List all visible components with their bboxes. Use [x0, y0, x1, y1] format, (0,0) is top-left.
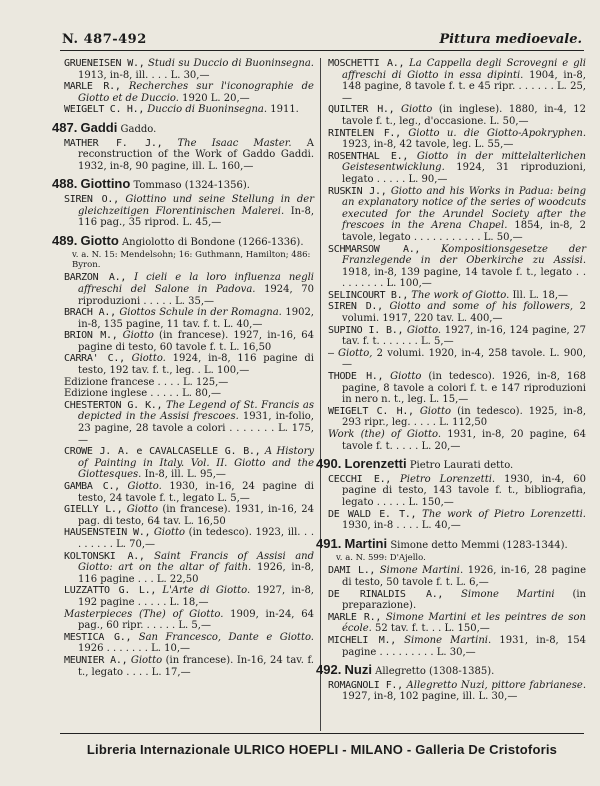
- book-title: Giotto.: [131, 353, 166, 365]
- artist-name: Giottino: [80, 176, 131, 192]
- artist-detail: Gaddo.: [120, 123, 157, 135]
- book-entry: [328, 679, 586, 703]
- book-details: 1854, in-8, 2 tavole, legato . . . . . . . . . . . L. 50,—: [342, 220, 586, 243]
- book-entry: [64, 527, 314, 550]
- book-entry: [64, 504, 314, 527]
- artist-name: Gaddi: [80, 119, 118, 135]
- book-entry: [64, 654, 314, 678]
- book-details: 1930, in-8 . . . . L. 40,—: [342, 520, 461, 532]
- book-author: BRION M.,: [64, 330, 118, 342]
- artist-name: Giotto: [80, 232, 119, 248]
- book-entry: [64, 58, 314, 81]
- section-number: 491.: [316, 535, 342, 551]
- book-details: 1923, in-8, 42 tavole, leg. L. 55,—: [342, 139, 514, 151]
- column-divider: [320, 58, 321, 731]
- book-author: DE WALD E. T.,: [328, 508, 417, 520]
- book-author: MOSCHETTI A.,: [328, 58, 405, 69]
- book-title: Recherches sur l'iconographie de Giotto et de Duccio.: [78, 81, 314, 104]
- book-entry: [328, 429, 586, 452]
- book-title: Giotto: [419, 405, 452, 417]
- artist-detail: Simone detto Memmi (1283-1344).: [390, 539, 568, 551]
- book-entry: [328, 324, 586, 348]
- book-details: 1924, 31 riproduzioni, legato . . . . . L. 90,—: [342, 162, 586, 185]
- book-entry: [328, 243, 586, 290]
- book-title: Simone Martini: [461, 588, 555, 600]
- book-title: Giotto: [400, 104, 433, 116]
- book-entry: [64, 446, 314, 481]
- book-details: 1927, in-8, 192 pagine . . . . . L. 18,—: [78, 585, 314, 608]
- artist-heading: [316, 458, 586, 472]
- artist-name: Martini: [344, 535, 388, 551]
- left-column: [52, 58, 315, 678]
- artist-heading: [52, 232, 314, 249]
- book-entry: [64, 353, 314, 377]
- book-author: WEIGELT C. H.,: [328, 405, 414, 417]
- book-author: RINTELEN F.,: [328, 127, 401, 139]
- book-details: 1931, in-8, 154 pagine . . . . . . . . . L. 30,—: [342, 634, 586, 658]
- book-details: 1930, in-4, 60 pagine di testo, 143 tavole f. t., bibliografia, legato . . . . . L. 150,—: [342, 473, 586, 508]
- book-entry: [64, 137, 315, 173]
- book-title: L'Arte di Giotto.: [162, 585, 251, 597]
- book-details: 1926, in-8, 116 pagine . . . L. 22,50: [78, 562, 314, 585]
- book-author: MESTICA G.,: [64, 631, 132, 643]
- book-title: A History of Painting in Italy. Vol. II. Giotto and the Giottesques.: [78, 446, 314, 481]
- artist-heading: [316, 664, 586, 678]
- book-entry: [64, 388, 314, 400]
- book-title: Studi su Duccio di Buoninsegna.: [147, 58, 314, 69]
- book-author: SCHMARSOW A.,: [328, 243, 421, 255]
- book-author: RUSKIN J.,: [328, 185, 387, 197]
- book-entry: [328, 347, 586, 371]
- book-author: GAMBA C.,: [64, 481, 120, 492]
- book-author: QUILTER H.,: [328, 104, 395, 116]
- book-details: 1918, in-8, 139 pagine, 14 tavole f. t., legato . . . . . . . . . L. 100,—: [342, 266, 586, 290]
- book-title: Pietro Lorenzetti.: [400, 473, 496, 485]
- book-title: Giotto: [126, 504, 158, 516]
- book-entry: [64, 330, 314, 353]
- book-details: Ill. L. 18,—: [512, 289, 569, 301]
- book-title: Giotto,: [337, 347, 373, 359]
- book-title: Giottino und seine Stellung in der gleichzeitigen Florentinischen Malerei.: [78, 193, 314, 217]
- book-details: (in francese). In-16, 24 tav. f. t., legato . . . . L. 17,—: [78, 654, 314, 678]
- book-author: CROWE J. A. e CAVALCASELLE G. B.,: [64, 446, 261, 458]
- book-entry: [328, 185, 586, 244]
- book-details: (in francese). 1927, in-16, 64 pagine di testo, 60 tavole f. t. L. 16,50: [78, 330, 314, 353]
- book-entry: [328, 508, 586, 532]
- book-author: MATHER F. J.,: [64, 137, 163, 149]
- book-author: DAMI L.,: [328, 565, 376, 577]
- book-details: 1913, in-8, ill. . . . L. 30,—: [78, 69, 210, 81]
- book-title: The Legend of St. Francis as depicted in the Assisi frescoes.: [78, 399, 314, 423]
- book-entry: [328, 473, 586, 509]
- book-details: A reconstruction of the Work of Gaddo Gaddi. 1932, in-8, 90 pagine, ill. L. 160,—: [78, 137, 315, 172]
- book-entry: [64, 608, 314, 632]
- book-entry: [64, 585, 314, 608]
- book-title: Allegretto Nuzi, pittore fabrianese.: [406, 679, 586, 691]
- book-details: (in tedesco). 1925, in-8, 293 ripr., leg. . . . . L. 112,50: [342, 405, 586, 429]
- book-details: 1902, in-8, 135 pagine, 11 tav. f. t. L. 40,—: [78, 307, 314, 330]
- book-title: Giotto: [153, 527, 186, 539]
- book-details: 1909, in-24, 64 pag., 60 ripr. . . . . . L. 5,—: [78, 608, 314, 632]
- book-details: Edizione francese . . . . L. 125,—: [64, 376, 229, 388]
- cross-reference: v. a. N. 599: D'Ajello.: [336, 553, 426, 564]
- book-title: Giotto u. die Giotto-Apokryphen.: [408, 127, 586, 139]
- book-entry: [328, 611, 586, 635]
- book-entry: [328, 371, 586, 406]
- book-author: CARRA' C.,: [64, 353, 125, 365]
- book-author: BRACH A.,: [64, 307, 116, 319]
- book-title: Giotto in der mittelalterlichen Geistesentwicklung.: [342, 150, 586, 174]
- book-author: MEUNIER A.,: [64, 654, 128, 666]
- section-number: 487.: [52, 119, 78, 135]
- book-author: SUPINO I. B.,: [328, 324, 404, 336]
- book-entry: [64, 272, 314, 307]
- book-title: The Isaac Master.: [177, 137, 292, 149]
- book-details: 1911.: [270, 104, 299, 116]
- book-title: Simone Martini.: [379, 565, 464, 577]
- book-entry: [328, 150, 586, 186]
- book-details: 1926, in-16, 28 pagine di testo, 50 tavole f. t. L. 6,—: [342, 565, 586, 588]
- book-entry: [328, 127, 586, 151]
- book-author: MICHELI M.,: [328, 634, 396, 646]
- book-entry: [64, 550, 315, 586]
- book-details: 2 volumi. 1920, in-4, 258 tavole. L. 900,—: [342, 347, 586, 371]
- book-details: (in tedesco). 1923, ill. . . . . . . . . L. 70,—: [78, 527, 314, 550]
- book-details: 1931, in-8, 20 pagine, 64 tavole f. t. . . . . L. 20,—: [342, 429, 586, 452]
- section-number: 492.: [316, 662, 342, 678]
- book-entry: [328, 301, 586, 325]
- book-entry: [328, 565, 586, 588]
- book-author: ROMAGNOLI F.,: [328, 679, 403, 691]
- section-title: Pittura medioevale.: [439, 32, 582, 47]
- book-title: Masterpieces (The) of Giotto.: [64, 608, 224, 620]
- book-author: MARLE R.,: [64, 81, 121, 93]
- book-title: Work (the) of Giotto.: [328, 429, 442, 440]
- section-number: 490.: [316, 456, 342, 472]
- book-title: Giotto and his Works in Padua: being an explanatory notice of the series of woodcuts executed for the Arundel Society after the frescoes in the Arena Chapel.: [342, 185, 586, 232]
- book-title: Giotto: [130, 654, 163, 666]
- book-title: Duccio di Buoninsegna.: [147, 104, 268, 116]
- book-title: Saint Francis of Assisi and Giotto: art on the altar of faith.: [78, 550, 315, 574]
- book-details: 1924, in-8, 116 pagine di testo, 192 tav. f. t., leg. . L. 100,—: [78, 353, 314, 377]
- book-author: HAUSENSTEIN W.,: [64, 527, 151, 539]
- book-title: I cieli e la loro influenza negli affreschi del Salone in Padova.: [78, 272, 314, 295]
- artist-detail: Tommaso (1324-1356).: [133, 180, 250, 192]
- book-entry: [328, 588, 586, 612]
- book-title: Simone Martini.: [404, 634, 492, 646]
- book-details: 2 volumi. 1917, 220 tav. L. 400,—: [342, 301, 586, 325]
- book-details: 1927, in-8, 102 pagine, ill. L. 30,—: [342, 691, 518, 703]
- book-author: ROSENTHAL E.,: [328, 150, 409, 162]
- book-author: LUZZATTO G. L.,: [64, 585, 157, 597]
- book-author: SIREN D.,: [328, 301, 383, 313]
- artist-heading: [316, 535, 586, 552]
- book-details: 1926 . . . . . . . L. 10,—: [78, 643, 191, 655]
- book-entry: [64, 307, 314, 330]
- book-author: THODE H.,: [328, 371, 384, 383]
- artist-heading: [52, 178, 314, 192]
- header-rule: [60, 50, 584, 51]
- book-details: 1924, 70 riproduzioni . . . . . L. 35,—: [78, 283, 314, 307]
- artist-detail: Pietro Laurati detto.: [409, 460, 514, 472]
- book-entry: [328, 289, 586, 302]
- book-title: The work of Pietro Lorenzetti.: [422, 508, 586, 520]
- artist-name: Lorenzetti: [344, 456, 407, 472]
- page-range: N. 487-492: [62, 32, 147, 47]
- book-title: Simone Martini et les peintres de son école.: [342, 611, 586, 635]
- book-title: The work of Giotto.: [411, 289, 510, 301]
- right-column: [316, 58, 586, 703]
- book-entry: [328, 58, 586, 104]
- artist-detail: Allegretto (1308-1385).: [375, 666, 495, 678]
- book-entry: [64, 631, 314, 655]
- book-title: Kompositionsgesetze der Franzlegende in der Oberkirche zu Assisi.: [342, 243, 586, 267]
- book-entry: [328, 104, 586, 127]
- book-details: (in francese). 1931, in-16, 24 pag. di testo, 64 tav. L. 16,50: [78, 504, 314, 527]
- book-author: GIELLY L.,: [64, 504, 123, 516]
- book-author: KOLTONSKI A.,: [64, 550, 145, 562]
- book-author: CHESTERTON G. K.,: [64, 399, 163, 411]
- book-details: 1931, in-folio, 23 pagine, 28 tavole a colori . . . . . . . L. 175,—: [78, 411, 314, 446]
- book-title: Giottos Schule in der Romagna.: [119, 307, 282, 319]
- book-entry: [64, 104, 314, 116]
- artist-heading: [52, 119, 314, 136]
- book-details: Edizione inglese . . . . . L. 80,—: [64, 388, 221, 400]
- cross-reference: v. a. N. 15: Mendelsohn; 16: Guthmann, Hamilton; 486: Byron.: [72, 250, 311, 271]
- book-author: MARLE R.,: [328, 611, 382, 623]
- book-entry: [328, 405, 586, 429]
- book-details: (in preparazione).: [342, 588, 586, 612]
- book-details: 1904, in-8, 148 pagine, 8 tavole f. t. e 45 ripr. . . . . . . L. 25,—: [342, 69, 586, 104]
- artist-detail: Angiolotto di Bondone (1266-1336).: [121, 236, 304, 248]
- book-author: BARZON A.,: [64, 272, 127, 284]
- section-number: 488.: [52, 176, 78, 192]
- book-details: (in inglese). 1880, in-4, 12 tavole f. t., leg., d'occasione. L. 50,—: [342, 104, 586, 127]
- section-number: 489.: [52, 232, 78, 248]
- book-author: WEIGELT C. H.,: [64, 104, 145, 116]
- book-author: —: [328, 347, 334, 359]
- book-entry: [64, 193, 314, 229]
- book-entry: [64, 376, 314, 389]
- footer-rule: [60, 733, 584, 734]
- book-details: 1920 L. 20,—: [182, 92, 250, 104]
- book-author: CECCHI E.,: [328, 473, 392, 485]
- book-details: 52 tav. f. t. . . L. 150,—: [375, 623, 490, 635]
- book-title: La Cappella degli Scrovegni e gli affreschi di Giotto in essa dipinti.: [342, 58, 586, 81]
- book-entry: [64, 399, 314, 446]
- book-title: San Francesco, Dante e Giotto.: [138, 631, 314, 643]
- book-entry: [64, 81, 314, 104]
- book-details: 1927, in-16, 124 pagine, 27 tav. f. t. . . . . . . L. 5,—: [342, 324, 586, 348]
- book-entry: [64, 481, 314, 504]
- book-details: In-8, 116 pag., 35 riprod. L. 45,—: [78, 205, 314, 229]
- publisher-footer: Libreria Internazionale ULRICO HOEPLI - MILANO - Galleria De Cristoforis: [86, 742, 558, 757]
- book-title: Giotto.: [127, 481, 162, 492]
- artist-name: Nuzi: [344, 662, 372, 678]
- book-entry: [328, 634, 586, 658]
- book-title: Giotto.: [406, 324, 442, 336]
- book-details: In-8, ill. L. 95,—: [144, 469, 226, 481]
- book-author: DE RINALDIS A.,: [328, 588, 444, 600]
- book-author: SELINCOURT B.,: [328, 289, 409, 301]
- book-author: SIREN O.,: [64, 193, 119, 205]
- book-title: Giotto and some of his followers,: [389, 301, 574, 313]
- book-author: GRUENEISEN W.,: [64, 58, 145, 69]
- book-details: (in tedesco). 1926, in-8, 168 pagine, 8 tavole a colori f. t. e 147 riproduzioni in nero n. t., leg. L. 15,—: [342, 371, 586, 406]
- book-title: Giotto: [390, 371, 422, 383]
- book-details: 1930, in-16, 24 pagine di testo, 24 tavole f. t., legato L. 5,—: [78, 481, 314, 504]
- book-title: Giotto: [122, 330, 154, 342]
